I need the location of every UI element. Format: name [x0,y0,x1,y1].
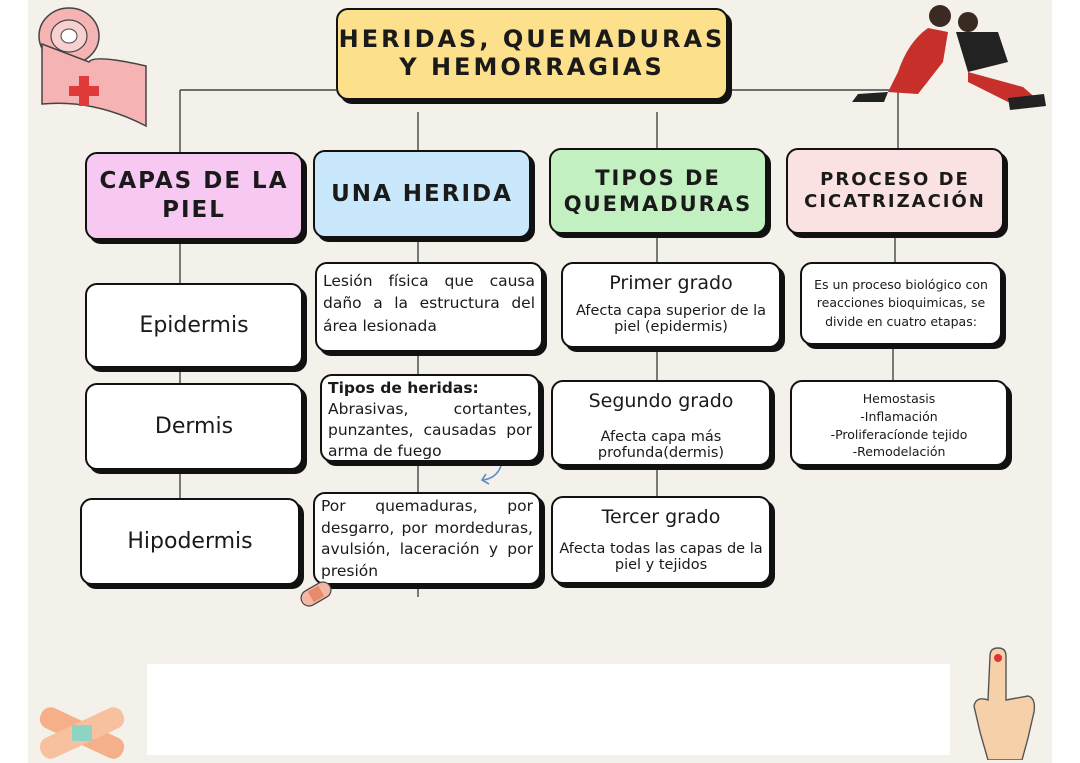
tercer-grado-title: Tercer grado [601,506,721,528]
capa-dermis: Dermis [85,383,303,470]
tercer-grado-desc: Afecta todas las capas de la piel y tejidos [559,541,763,573]
stage-remodelacion: -Remodelación [852,444,946,460]
bandaid-icon [296,574,336,616]
stage-proliferacion: -Proliferacíonde tejido [830,426,968,442]
primer-grado-title: Primer grado [609,272,733,294]
cicatrizacion-header: PROCESO DE CICATRIZACIÓN [786,148,1004,234]
crossed-bandaids-icon [32,700,132,762]
herida-types-text: Abrasivas, cortantes, punzantes, causadas por arma de fuego [328,399,532,460]
stage-hemostasis: Hemostasis [862,391,936,406]
segundo-grado-title: Segundo grado [588,390,734,412]
cicatrizacion-definition: Es un proceso biológico con reacciones bioquimicas, se divide en cuatro etapas: [800,262,1002,345]
injured-finger-hand-icon [968,646,1040,760]
herida-types-box [320,374,540,462]
herida-causes: Por quemaduras, por desgarro, por mordeduras, avulsión, laceración y por presión [313,492,541,585]
herida-definition: Lesión física que causa daño a la estructura del área lesionada [315,262,543,352]
blank-footer-panel [147,664,950,755]
quemadura-segundo-grado [551,380,771,466]
quemadura-primer-grado [561,262,781,348]
segundo-grado-desc: Afecta capa más profunda(dermis) [597,429,725,461]
capas-header: CAPAS DE LA PIEL [85,152,303,240]
primer-grado-desc: Afecta capa superior de la piel (epidermis) [575,303,767,335]
capa-hipodermis: Hipodermis [80,498,300,585]
cicatrizacion-stages [790,380,1008,466]
first-aid-people-icon [848,2,1048,114]
main-title: HERIDAS, QUEMADURAS Y HEMORRAGIAS [336,8,728,100]
quemadura-tercer-grado [551,496,771,584]
capa-epidermis: Epidermis [85,283,303,368]
quemaduras-header: TIPOS DE QUEMADURAS [549,148,767,234]
herida-header: UNA HERIDA [313,150,531,238]
herida-types-title: Tipos de heridas: [328,379,479,397]
bandage-roll-icon [34,4,154,134]
stage-inflamacion: -Inflamación [860,408,938,424]
